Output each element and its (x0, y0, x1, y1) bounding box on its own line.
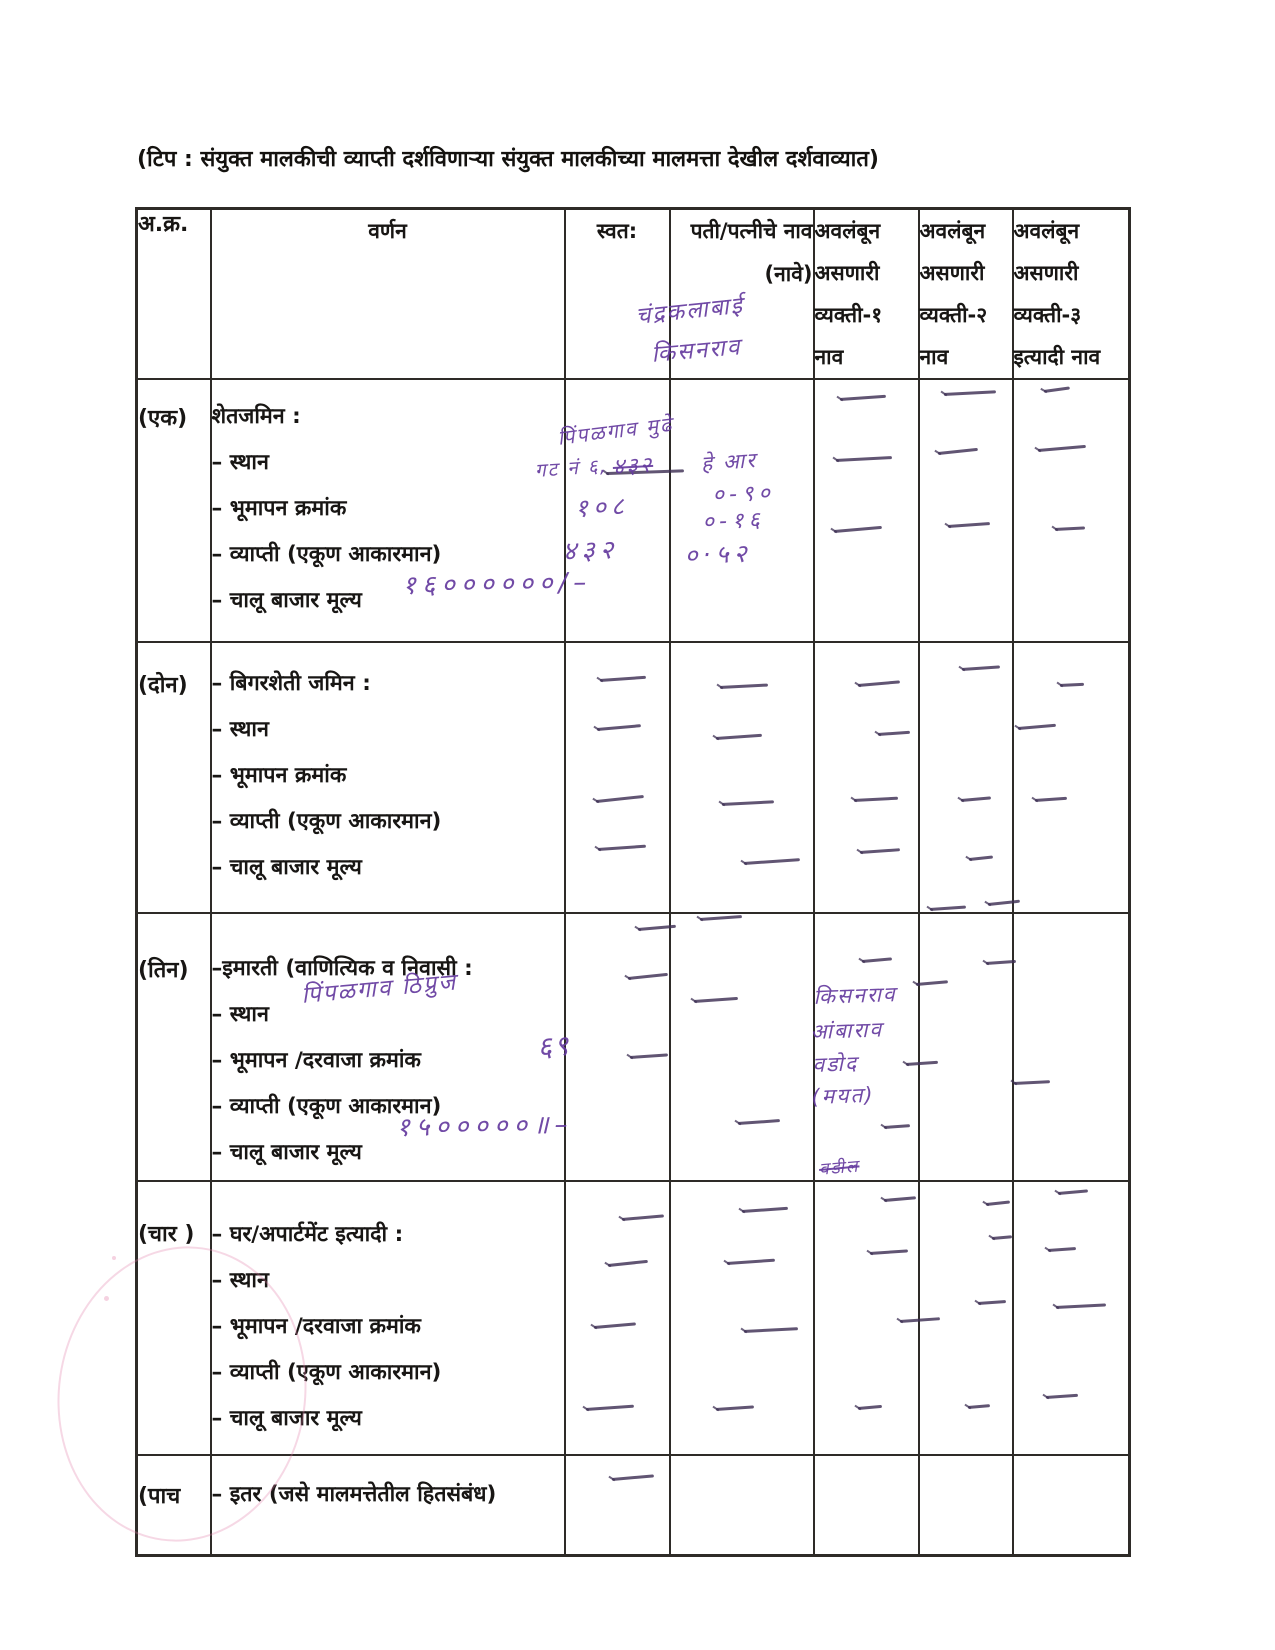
description-line: – चालू बाजार मूल्य (211, 588, 362, 613)
description-line: – स्थान (211, 1268, 269, 1293)
row-serial: (एक) (137, 379, 211, 642)
description-line: – व्याप्ती (एकूण आकारमान) (211, 1360, 442, 1385)
row-dependent2-cell (919, 379, 1013, 642)
row-serial: (पाच (137, 1455, 211, 1555)
row-dependent1-cell (814, 379, 919, 642)
farm-area-value-1: ०-९० (712, 480, 776, 508)
row-description-cell (211, 642, 565, 913)
spouse-name-line2: किसनराव (650, 334, 743, 368)
crossed-scribble: वडील (818, 1156, 861, 1180)
row-self-cell (565, 1181, 670, 1455)
description-line: – भूमापन क्रमांक (211, 763, 347, 788)
row-self-cell (565, 913, 670, 1181)
header-cell-dependent1: अवलंबून असणारी व्यक्ती-१ नाव (814, 209, 919, 380)
farm-area-value-3: ०·५२ (684, 538, 753, 570)
description-line: – चालू बाजार मूल्य (211, 855, 362, 880)
building-market-value: १५०००००॥– (396, 1109, 574, 1143)
ink-stamp-speck (104, 1296, 109, 1301)
description-line: – भूमापन /दरवाजा क्रमांक (211, 1314, 421, 1339)
row-description-cell (211, 379, 565, 642)
header-cell-description: वर्णन (211, 209, 565, 380)
description-line: शेतजमिन : (211, 404, 301, 429)
description-line: – घर/अपार्टमेंट इत्यादी : (211, 1222, 404, 1247)
farm-unit-label: हे आर (700, 448, 758, 476)
row-self-cell (565, 642, 670, 913)
header-row (137, 209, 1130, 380)
ink-stamp-speck (112, 1256, 116, 1260)
description-line: – व्याप्ती (एकूण आकारमान) (211, 1094, 442, 1119)
description-line: – इतर (जसे मालमत्तेतील हितसंबंध) (211, 1482, 497, 1507)
farm-location: पिंपळगाव मुढे (556, 411, 675, 450)
row-serial: (दोन) (137, 642, 211, 913)
farm-survey-no-1: १०८ (574, 491, 630, 523)
description-line: – भूमापन /दरवाजा क्रमांक (211, 1048, 421, 1073)
header-cell-dependent3: अवलंबून असणारी व्यक्ती-३ इत्यादी नाव (1013, 209, 1130, 380)
header-cell-serial: अ.क्र. (137, 209, 211, 380)
row-dependent2-cell (919, 642, 1013, 913)
header-cell-dependent2: अवलंबून असणारी व्यक्ती-२ नाव (919, 209, 1013, 380)
row-self-cell (565, 1455, 670, 1555)
description-line: – चालू बाजार मूल्य (211, 1406, 362, 1431)
description-line: – स्थान (211, 717, 269, 742)
farm-survey-no-2: ४३२ (562, 535, 619, 567)
row-dependent2-cell (919, 1455, 1013, 1555)
row-dependent3-cell (1013, 1181, 1130, 1455)
description-line: – स्थान (211, 450, 269, 475)
row-dependent3-cell (1013, 913, 1130, 1181)
row-dependent1-cell (814, 1455, 919, 1555)
header-cell-spouse: पती/पत्नीचे नाव (नावे) (670, 209, 814, 380)
row-dependent1-cell (814, 913, 919, 1181)
description-line: –इमारती (वाणित्यिक व निवासी : (211, 956, 473, 981)
row-spouse-cell (670, 642, 814, 913)
dependent1-name-line1: किसनराव (813, 982, 897, 1009)
farm-gat-note: गट नं ६, (534, 454, 609, 482)
row-dependent3-cell (1013, 379, 1130, 642)
row-spouse-cell (670, 1455, 814, 1555)
table-row-buildings (137, 913, 1130, 1181)
dependent1-name-line3: वडोद (812, 1051, 859, 1077)
farm-area-value-2: ०-१६ (702, 507, 766, 535)
row-spouse-cell (670, 1181, 814, 1455)
description-line: – चालू बाजार मूल्य (211, 1140, 362, 1165)
description-line: – व्याप्ती (एकूण आकारमान) (211, 542, 442, 567)
description-line: – स्थान (211, 1002, 269, 1027)
row-serial: (तिन) (137, 913, 211, 1181)
row-serial: (चार ) (137, 1181, 211, 1455)
header-cell-self: स्वत: (565, 209, 670, 380)
description-line: – बिगरशेती जमिन : (211, 671, 371, 696)
building-door-no: ६९ (536, 1028, 572, 1064)
note-line: (टिप : संयुक्त मालकीची व्याप्ती दर्शविणाऱ्या संयुक्त मालकीच्या मालमत्ता देखील दर्शवाव्यात) (137, 147, 879, 172)
building-location: पिंपळगाव ठिप्रुज (300, 969, 459, 1009)
row-dependent2-cell (919, 913, 1013, 1181)
row-spouse-cell (670, 913, 814, 1181)
table-row-nonfarm-land (137, 642, 1130, 913)
description-line: – व्याप्ती (एकूण आकारमान) (211, 809, 442, 834)
row-dependent3-cell (1013, 1455, 1130, 1555)
dependent1-name-line4: (मयत) (811, 1082, 875, 1109)
farm-gat-struck: ४३२ (612, 452, 654, 480)
dependent1-name-line2: आंबाराव (810, 1017, 884, 1044)
description-line: – भूमापन क्रमांक (211, 496, 347, 521)
spouse-name-line1: चंद्रकलाबाई (634, 292, 746, 330)
farm-market-value: १६००००००/– (402, 567, 593, 601)
